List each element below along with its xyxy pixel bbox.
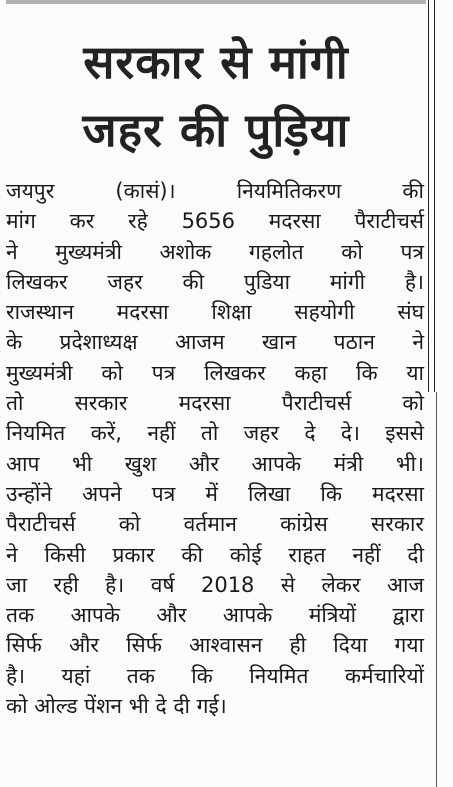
article-line: मांग कर रहे 5656 मदरसा पैराटीचर्स xyxy=(6,209,424,234)
article-line: लिखकर जहर की पुडिया मांगी है। xyxy=(6,269,424,294)
article-line: है। यहां तक कि नियमित कर्मचारियों xyxy=(6,663,424,688)
article-line: ने मुख्यमंत्री अशोक गहलोत को पत्र xyxy=(6,239,424,264)
headline-line: सरकार से मांगी xyxy=(83,35,349,89)
article-line: जयपुर (कासं)। नियमितिकरण की xyxy=(6,179,424,203)
article-line: ने किसी प्रकार की कोई राहत नहीं दी xyxy=(6,542,424,567)
column-divider-rule-lower xyxy=(436,392,437,787)
headline-line: जहर की पुड़िया xyxy=(82,103,350,157)
article-body xyxy=(6,176,424,721)
article-line: को ओल्ड पेंशन भी दे दी गई। xyxy=(6,694,227,719)
article-line: उन्होंने अपने पत्र में लिखा कि मदरसा xyxy=(6,481,424,506)
article-line: जा रही है। वर्ष 2018 से लेकर आज xyxy=(6,572,424,597)
article-headline xyxy=(10,28,422,164)
article-line: सिर्फ और सिर्फ आश्वासन ही दिया गया xyxy=(6,633,424,658)
column-divider-rule-outer xyxy=(434,0,435,392)
article-line: राजस्थान मदरसा शिक्षा सहयोगी संघ xyxy=(6,300,424,325)
article-line: आप भी खुश और आपके मंत्री भी। xyxy=(6,451,424,476)
article-line: के प्रदेशाध्यक्ष आजम खान पठान ने xyxy=(6,330,424,355)
column-divider-rule xyxy=(428,0,429,392)
article-line: तक आपके और आपके मंत्रियों द्वारा xyxy=(6,603,424,628)
article-line: तो सरकार मदरसा पैराटीचर्स को xyxy=(6,391,424,416)
article-line: नियमित करें, नहीं तो जहर दे दे। इससे xyxy=(6,421,424,446)
top-edge-strip xyxy=(6,0,426,4)
article-line: मुख्यमंत्री को पत्र लिखकर कहा कि या xyxy=(6,360,424,385)
article-line: पैराटीचर्स को वर्तमान कांग्रेस सरकार xyxy=(6,512,424,537)
